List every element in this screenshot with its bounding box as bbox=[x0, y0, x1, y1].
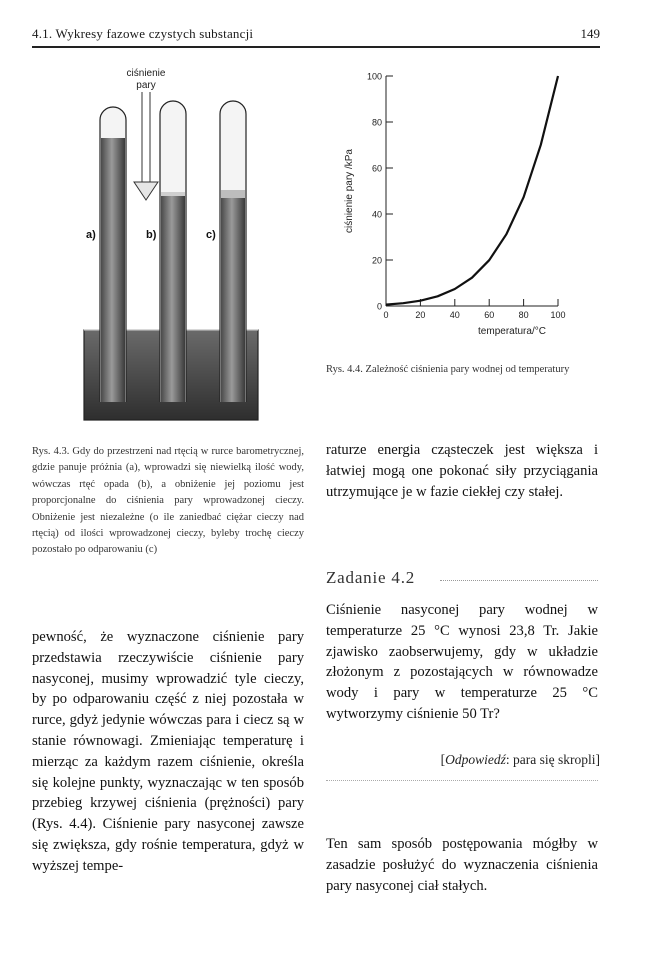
pressure-arrow bbox=[134, 92, 158, 200]
vapor-pressure-curve bbox=[386, 76, 558, 305]
figure-barometer-tubes bbox=[82, 62, 260, 422]
x-tick-label: 0 bbox=[383, 310, 389, 320]
label-c: c) bbox=[206, 229, 216, 241]
answer-text: : para się skropli bbox=[505, 752, 596, 767]
answer-label: Odpowiedź bbox=[445, 752, 506, 767]
exercise-body: Ciśnienie nasyconej pary wodnej w temperaturze 25 °C wynosi 23,8 Tr. Jakie zjawisko zaobserwujemy, gdy w układzie złożonym z pozostających w równowadze wody i pary w temperaturze 25 °C wytworzymy ciśnienie 50 Tr? bbox=[326, 602, 598, 722]
y-tick-label: 20 bbox=[371, 255, 382, 266]
pressure-label-line2: pary bbox=[136, 80, 156, 91]
x-tick-label: 20 bbox=[415, 310, 426, 320]
y-tick-label: 0 bbox=[376, 301, 382, 312]
tube-a bbox=[100, 107, 126, 402]
tube-b bbox=[160, 101, 186, 402]
y-tick-label: 100 bbox=[366, 71, 382, 82]
y-tick-label: 80 bbox=[371, 117, 382, 128]
exercise-answer: [Odpowiedź: para się skropli] bbox=[440, 752, 600, 767]
pressure-label-line1: ciśnienie bbox=[126, 68, 166, 79]
figure-4-3-caption: Rys. 4.3. Gdy do przestrzeni nad rtęcią w rurce barometrycznej, gdzie panuje próżnia (a), wprowadzi się niewielką ilość wody, wówczas rtęć opada (b), a obniżenie jej poziomu jest proporcjonalne do ciśnienia pary wprowadzonej cieczy. Obniżenie jest niezależne (o ile zaniedbać ciężar cieczy nad rtęcią) od ilości wprowadzonej cieczy, byleby trochę cieczy pozostało po odparowaniu (c) bbox=[32, 446, 304, 556]
running-header bbox=[32, 26, 600, 48]
y-tick-label: 60 bbox=[371, 163, 382, 174]
x-tick-label: 80 bbox=[518, 310, 529, 320]
vapor-pressure-chart bbox=[330, 62, 610, 352]
paragraph-right-bottom: Ten sam sposób postępowania mógłby w zasadzie posłużyć do wyznaczenia ciśnienia pary nasyconej ciał stałych. bbox=[326, 836, 598, 894]
x-tick-label: 100 bbox=[550, 310, 566, 320]
x-tick-label: 40 bbox=[449, 310, 460, 320]
paragraph-left-bottom: pewność, że wyznaczone ciśnienie pary przedstawia rzeczywiście ciśnienie pary nasyconej, musimy wprowadzić tyle cieczy, by po odparowaniu część z niej pozostała w rurce, gdyż jedynie wówczas para i ciecz są w stanie równowagi. Zmieniając temperaturę i mierząc za każdym razem ciśnienie, określa się kolejne punkty, wyznaczając w ten sposób przebieg krzywej ciśnienia (prężności) pary (Rys. 4.4). Ciśnienie pary nasyconej zawsze się zwiększa, gdy rośnie temperatura, gdyż w wyższej tempe- bbox=[32, 629, 304, 874]
section-title: 4.1. Wykresy fazowe czystych substancji bbox=[32, 26, 254, 41]
x-axis-label: temperatura/°C bbox=[478, 326, 546, 337]
header-rule bbox=[32, 46, 600, 48]
exercise-title: Zadanie 4.2 bbox=[326, 568, 416, 587]
paragraph-right-top: raturze energia cząsteczek jest większa i łatwiej mogą one pokonać siły przyciągania utrzymujące je w fazie ciekłej czy stałej. bbox=[326, 442, 598, 500]
y-tick-label: 40 bbox=[371, 209, 382, 220]
label-b: b) bbox=[146, 229, 157, 241]
exercise-rule bbox=[440, 580, 598, 581]
exercise-end-rule bbox=[326, 780, 598, 781]
page-number: 149 bbox=[580, 26, 600, 41]
y-axis-label: ciśnienie pary /kPa bbox=[344, 149, 355, 233]
label-a: a) bbox=[86, 229, 96, 241]
figure-4-4-caption: Rys. 4.4. Zależność ciśnienia pary wodnej od temperatury bbox=[326, 364, 570, 375]
x-tick-label: 60 bbox=[484, 310, 495, 320]
tube-c bbox=[220, 101, 246, 402]
